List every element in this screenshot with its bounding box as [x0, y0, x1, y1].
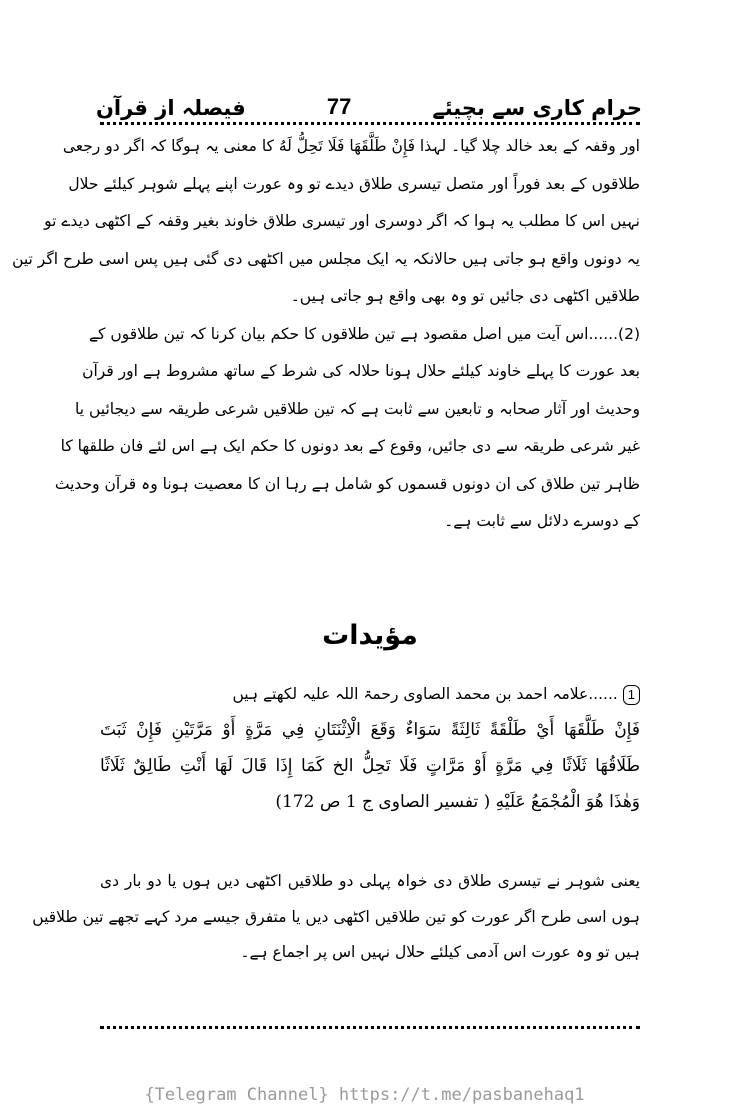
- text-line: ہیں تو وہ عورت اس آدمی کیلئے حلال نہیں اس پر اجماع ہے۔: [240, 943, 640, 961]
- paragraph-1: [12, 128, 640, 316]
- text-line: غیر شرعی طریقہ سے دی جائیں، وقوع کے بعد دونوں کا حکم ایک ہے اس لئے فان طلقها کا: [60, 437, 640, 455]
- text-line: یہ دونوں واقع ہو جاتی ہیں حالانکہ یہ ایک مجلس میں اکٹھی دی گئی ہیں پس اسی طرح اگر تین: [12, 249, 640, 268]
- arabic-line: طَلَاقُهَا ثَلَاثًا فِي مَرَّةٍ أَوْ مَرَّاتٍ فَلَا تَحِلُّ الخ كَمَا إِذَا قَالَ لَهَا أَنْتِ طَالِقٌ ثَلَاثًا: [100, 756, 640, 776]
- arabic-line: وَهٰذَا هُوَ الْمُجْمَعُ عَلَيْهِ ( تفسیر الصاوی ج 1 ص 172): [275, 792, 640, 812]
- page-number: 77: [326, 94, 352, 119]
- text-line: ہوں اسی طرح اگر عورت کو تین طلاقیں اکٹھی دیں یا متفرق جیسے مرد کہے تجھے تین طلاقیں: [32, 907, 640, 926]
- section-heading: مؤیدات: [322, 620, 418, 651]
- arabic-line: فَإِنْ طَلَّقَهَا أَيْ طَلْقَةً ثَالِثَةً سَوَاءٌ وَقَعَ الْاِثْنَتَانِ فِي مَرَّةٍ أَوْ مَرَّتَيْنِ فَإِنْ ثَبَتَ: [100, 720, 640, 740]
- page-header: [96, 80, 642, 120]
- text-line: (2)......اس آیت میں اصل مقصود ہے تین طلاقوں کا حکم بیان کرنا کہ تین طلاقوں کے: [88, 324, 640, 343]
- text-line: اور وقفہ کے بعد خالد چلا گیا۔ لہذا فَإِنْ طَلَّقَهَا فَلَا تَحِلُّ لَهُ کا معنی یہ ہوگا کہ اگر دو رجعی: [62, 137, 640, 155]
- quote-author-line: ......علامہ احمد بن محمد الصاوی رحمۃ اللہ علیہ لکھتے ہیں: [232, 685, 618, 703]
- text-line: بعد عورت کا پہلے خاوند کیلئے حلال ہونا حلالہ کی شرط کے ساتھ مشروط ہے اور قرآن: [82, 362, 640, 380]
- text-line: یعنی شوہر نے تیسری طلاق دی خواہ پہلی دو طلاقیں اکٹھی دیں ہوں یا دو بار دی: [100, 872, 640, 890]
- telegram-watermark: {Telegram Channel} https://t.me/pasbanehaq1: [144, 1085, 585, 1105]
- footer-divider: [100, 1026, 640, 1029]
- header-divider: [100, 122, 640, 125]
- quote-block: [100, 676, 640, 820]
- text-line: طلاقیں اکٹھی دی جائیں تو وہ بھی واقع ہو جاتی ہیں۔: [290, 287, 640, 305]
- text-line: طلاقوں کے بعد فوراً اور متصل تیسری طلاق دیدے تو وہ عورت اپنے پہلے شوہر کیلئے حلال: [68, 174, 640, 193]
- text-line: وحدیث اور آثار صحابہ و تابعین سے ثابت ہے کہ تین طلاقیں شرعی طریقہ سے دیجائیں یا: [75, 399, 640, 418]
- text-line: نہیں اس کا مطلب یہ ہوا کہ اگر دوسری اور تیسری طلاق خاوند بغیر وقفہ کے اکٹھی دیدے تو: [44, 212, 640, 230]
- book-title: فیصلہ از قرآن: [96, 96, 246, 120]
- body-text: [12, 128, 640, 541]
- quote-intro: [100, 676, 640, 712]
- translation-paragraph: [32, 864, 640, 971]
- quote-number-badge: 1: [623, 685, 640, 705]
- text-line: ظاہر تین طلاق کی ان دونوں قسموں کو شامل ہے رہا ان کا معصیت ہونا وہ قرآن وحدیث: [54, 474, 640, 493]
- text-line: کے دوسرے دلائل سے ثابت ہے۔: [444, 512, 640, 530]
- paragraph-2: [54, 316, 640, 541]
- chapter-title: حرام کاری سے بچیئے: [432, 96, 642, 120]
